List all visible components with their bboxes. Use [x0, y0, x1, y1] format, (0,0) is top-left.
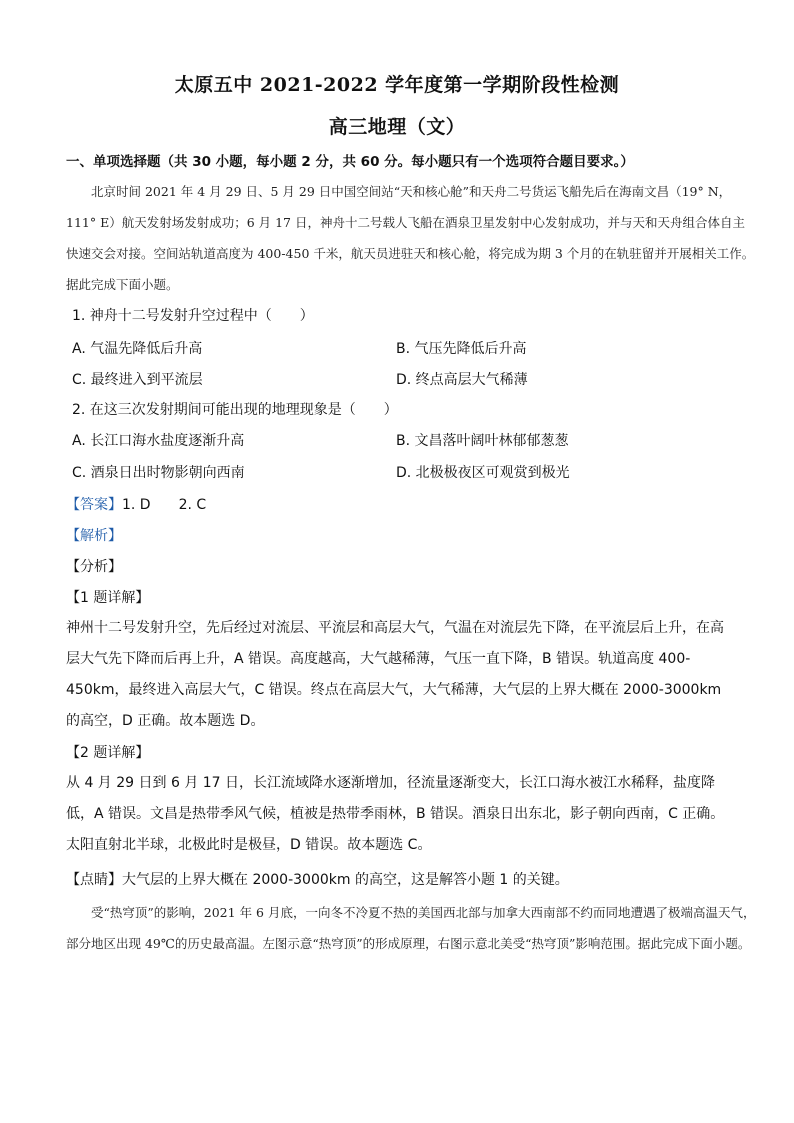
section-heading: 一、单项选择题（共 30 小题，每小题 2 分，共 60 分。每小题只有一个选项符合题目要求。）: [66, 154, 634, 170]
highlight-tag: 【点睛】: [66, 872, 122, 888]
question-2-option-c: C. 酒泉日出时物影朝向西南: [72, 465, 245, 481]
passage-2: [66, 897, 756, 959]
detail-1-tag: 【1 题详解】: [66, 590, 150, 606]
answer-text: 1. D 2. C: [122, 497, 207, 513]
question-2-option-a: A. 长江口海水盐度逐渐升高: [72, 433, 245, 449]
detail-2-text: 从 4 月 29 日到 6 月 17 日，长江流域降水逐渐增加，径流量逐渐变大，长江口海水被江水稀释，盐度降低，A 错误。文昌是热带季风气候，植被是热带季雨林，B 错误。酒泉日出东北，影子朝向西南，C 正确。太阳直射北半球，北极此时是极昼，D 错误。故本题选 C。: [66, 775, 725, 853]
question-2-option-b: B. 文昌落叶阔叶林郁郁葱葱: [396, 433, 569, 449]
answer-tag: 【答案】: [66, 497, 122, 513]
passage-2-text: 受“热穹顶”的影响，2021 年 6 月底，一向冬不冷夏不热的美国西北部与加拿大西南部不约而同地遭遇了极端高温天气，部分地区出现 49℃的历史最高温。左图示意“热穹顶”的形成原理，右图示意北美受“热穹顶”影响范围。据此完成下面小题。: [66, 905, 756, 951]
page-subtitle: 高三地理（文）: [328, 116, 466, 138]
analysis-tag: 【解析】: [66, 528, 122, 544]
passage-1: [66, 176, 756, 300]
question-2-stem: 2. 在这三次发射期间可能出现的地理现象是（ ）: [72, 402, 398, 418]
detail-1-body: [66, 613, 736, 737]
detail-2-body: [66, 768, 736, 861]
fenxi-tag: 【分析】: [66, 559, 122, 575]
question-1-option-a: A. 气温先降低后升高: [72, 341, 203, 357]
question-1-option-b: B. 气压先降低后升高: [396, 341, 527, 357]
detail-2-tag: 【2 题详解】: [66, 745, 150, 761]
answer-line: [66, 494, 206, 514]
question-1-option-c: C. 最终进入到平流层: [72, 372, 203, 388]
highlight-line: [66, 869, 569, 889]
page-title: 太原五中 2021-2022 学年度第一学期阶段性检测: [174, 74, 620, 96]
passage-1-text: 北京时间 2021 年 4 月 29 日、5 月 29 日中国空间站“天和核心舱”和天舟二号货运飞船先后在海南文昌（19° N，111° E）航天发射场发射成功；6 月 17 日，神舟十二号载人飞船在酒泉卫星发射中心发射成功，并与天和天舟组合体自主快速交会对接。空间站轨道高度为 400-450 千米，航天员进驻天和核心舱，将完成为期 3 个月的在轨驻留并开展相关工作。据此完成下面小题。: [66, 184, 755, 292]
question-1-option-d: D. 终点高层大气稀薄: [396, 372, 528, 388]
question-1-stem: 1. 神舟十二号发射升空过程中（ ）: [72, 308, 314, 324]
highlight-text: 大气层的上界大概在 2000-3000km 的高空，这是解答小题 1 的关键。: [122, 872, 569, 888]
question-2-option-d: D. 北极极夜区可观赏到极光: [396, 465, 570, 481]
detail-1-text: 神州十二号发射升空，先后经过对流层、平流层和高层大气，气温在对流层先下降，在平流层后上升，在高层大气先下降而后再上升，A 错误。高度越高，大气越稀薄，气压一直下降，B 错误。轨道高度 400-450km，最终进入高层大气，C 错误。终点在高层大气，大气稀薄，大气层的上界大概在 2000-3000km 的高空，D 正确。故本题选 D。: [66, 620, 724, 729]
